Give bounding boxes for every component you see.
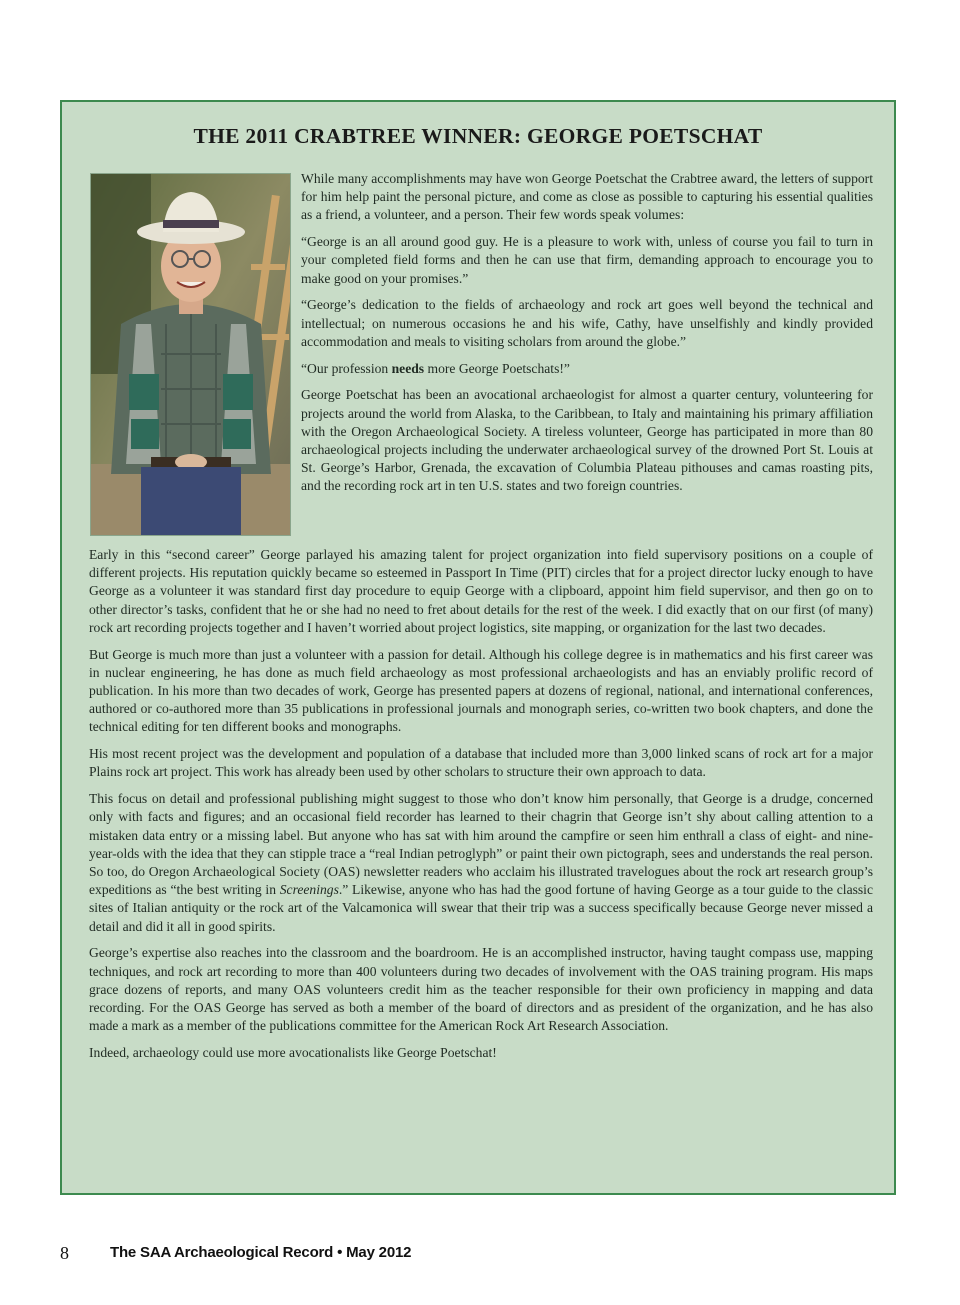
screenings-title: Screenings bbox=[279, 882, 339, 898]
page-number: 8 bbox=[60, 1243, 69, 1263]
portrait-illustration bbox=[91, 174, 290, 535]
quote-needs-bold: needs bbox=[391, 360, 425, 376]
award-sidebar-box bbox=[60, 100, 896, 1195]
focus-text-end: .” Likewise, anyone who has had the good fortune of having George as a tour guide to the classic sites of Italian antiquity or the rock art of the Valcamonica will swear that their trip was a success specifically because George never missed a detail and did it all in good spirits. bbox=[89, 882, 873, 934]
recent-project-paragraph: His most recent project was the development and population of a database that included more than 3,000 linked scans of rock art for a major Plains rock art project. This work has already been used by other scholars to structure their own approach to data. bbox=[89, 746, 873, 780]
second-career-paragraph: Early in this “second career” George parlayed his amazing talent for project organization into field supervisory positions on a couple of different projects. His reputation quickly became so esteemed in Passport In Time (PIT) circles that for a project director lucky enough to have George as a volunteer it was standard first day procedure to equip George with a clipboard, appoint him field supervisor, and then go on to other director’s tasks, confident that he or she had no need to fret about details for the rest of the week. I did exactly that on our first (of many) rock art recording projects together and I haven’t worried about project logistics, site mapping, or organization for the last two decades. bbox=[89, 547, 873, 635]
sidebar-title: THE 2011 CRABTREE WINNER: GEORGE POETSCHAT bbox=[193, 124, 763, 148]
page-footer bbox=[60, 1240, 560, 1264]
avocational-paragraph: George Poetschat has been an avocational archaeologist for almost a quarter century, volunteering for projects around the world from Alaska, to the Caribbean, to Italy and maintaining his primary affiliation with the Oregon Archaeological Society. A tireless volunteer, George has participated in more than 80 archaeological projects including the underwater archaeological survey of the drowned Port St. Louis at St. George’s Harbor, Grenada, the excavation of Columbia Plateau pithouses and camas roasting pits, and the recording rock art in ten U.S. states and two foreign countries. bbox=[301, 387, 873, 494]
publication-name: The SAA Archaeological Record • May 2012 bbox=[110, 1244, 412, 1261]
george-poetschat-photo bbox=[90, 173, 291, 536]
text-beside-photo bbox=[301, 170, 873, 504]
more-than-volunteer-paragraph: But George is much more than just a volunteer with a passion for detail. Although his college degree is in mathematics and his first career was in nuclear engineering, he has done as much field archaeology as most professional archaeologists and has an enviably prolific record of publication. In his more than two decades of work, George has presented papers at dozens of regional, national, and international conferences, authored or co-authored more than 35 publications in professional journals and monograph series, co-written two book chapters, and done the technical editing for ten different books and monographs. bbox=[89, 646, 873, 735]
quote-needs-end: more George Poetschats!” bbox=[424, 360, 570, 376]
intro-paragraph: While many accomplishments may have won George Poetschat the Crabtree award, the letters of support for him help paint the personal picture, and come as close as possible to capturing his essential qualities as a friend, a volunteer, and a person. Their few words speak volumes: bbox=[301, 171, 873, 223]
quote-needs-start: “Our profession bbox=[301, 360, 392, 376]
focus-on-detail-paragraph bbox=[89, 790, 873, 936]
expertise-paragraph: George’s expertise also reaches into the classroom and the boardroom. He is an accomplished instructor, having taught compass use, mapping techniques, and rock art recording to more than 400 volunteers during two decades of involvement with the OAS training program. His maps grace dozens of reports, and many OAS volunteers credit him as the teacher responsible for their own proficiency in mapping and data recording. For the OAS George has served as both a member of the board of directors and as president of the organization, and he has also made a mark as a member of the publications committee for the American Rock Art Research Association. bbox=[89, 945, 873, 1034]
focus-text-start: This focus on detail and professional publishing might suggest to those who don’t know him personally, that George is a drudge, concerned only with facts and figures; and an occasional field recorder has learned to their chagrin that George isn’t shy about calling attention to a mistaken data entry or a missing label. But anyone who has sat with him around the campfire or seen him enthrall a class of eight- and nine-year-olds with the idea that they can stipple trace a “real Indian petroglyph” or paint their own pictograph, sees and understands the real person. So too, do Oregon Archaeological Society (OAS) newsletter readers who acclaim his illustrated travelogues about the rock art research group’s expeditions as “the best writing in bbox=[89, 791, 873, 898]
closing-paragraph: Indeed, archaeology could use more avocationalists like George Poetschat! bbox=[89, 1045, 497, 1061]
quote-dedication: “George’s dedication to the fields of archaeology and rock art goes well beyond the technical and intellectual; on numerous occasions he and his wife, Cathy, have unselfishly and kindly provided accommodation and meals to visiting scholars from around the globe.” bbox=[301, 297, 873, 349]
quote-good-guy: “George is an all around good guy. He is a pleasure to work with, unless of course you fail to turn in your completed field forms and then he can use that firm, demanding approach to encourage you to make good on your promises.” bbox=[301, 234, 873, 286]
text-full-width bbox=[89, 546, 873, 1071]
quote-needs bbox=[301, 360, 873, 378]
